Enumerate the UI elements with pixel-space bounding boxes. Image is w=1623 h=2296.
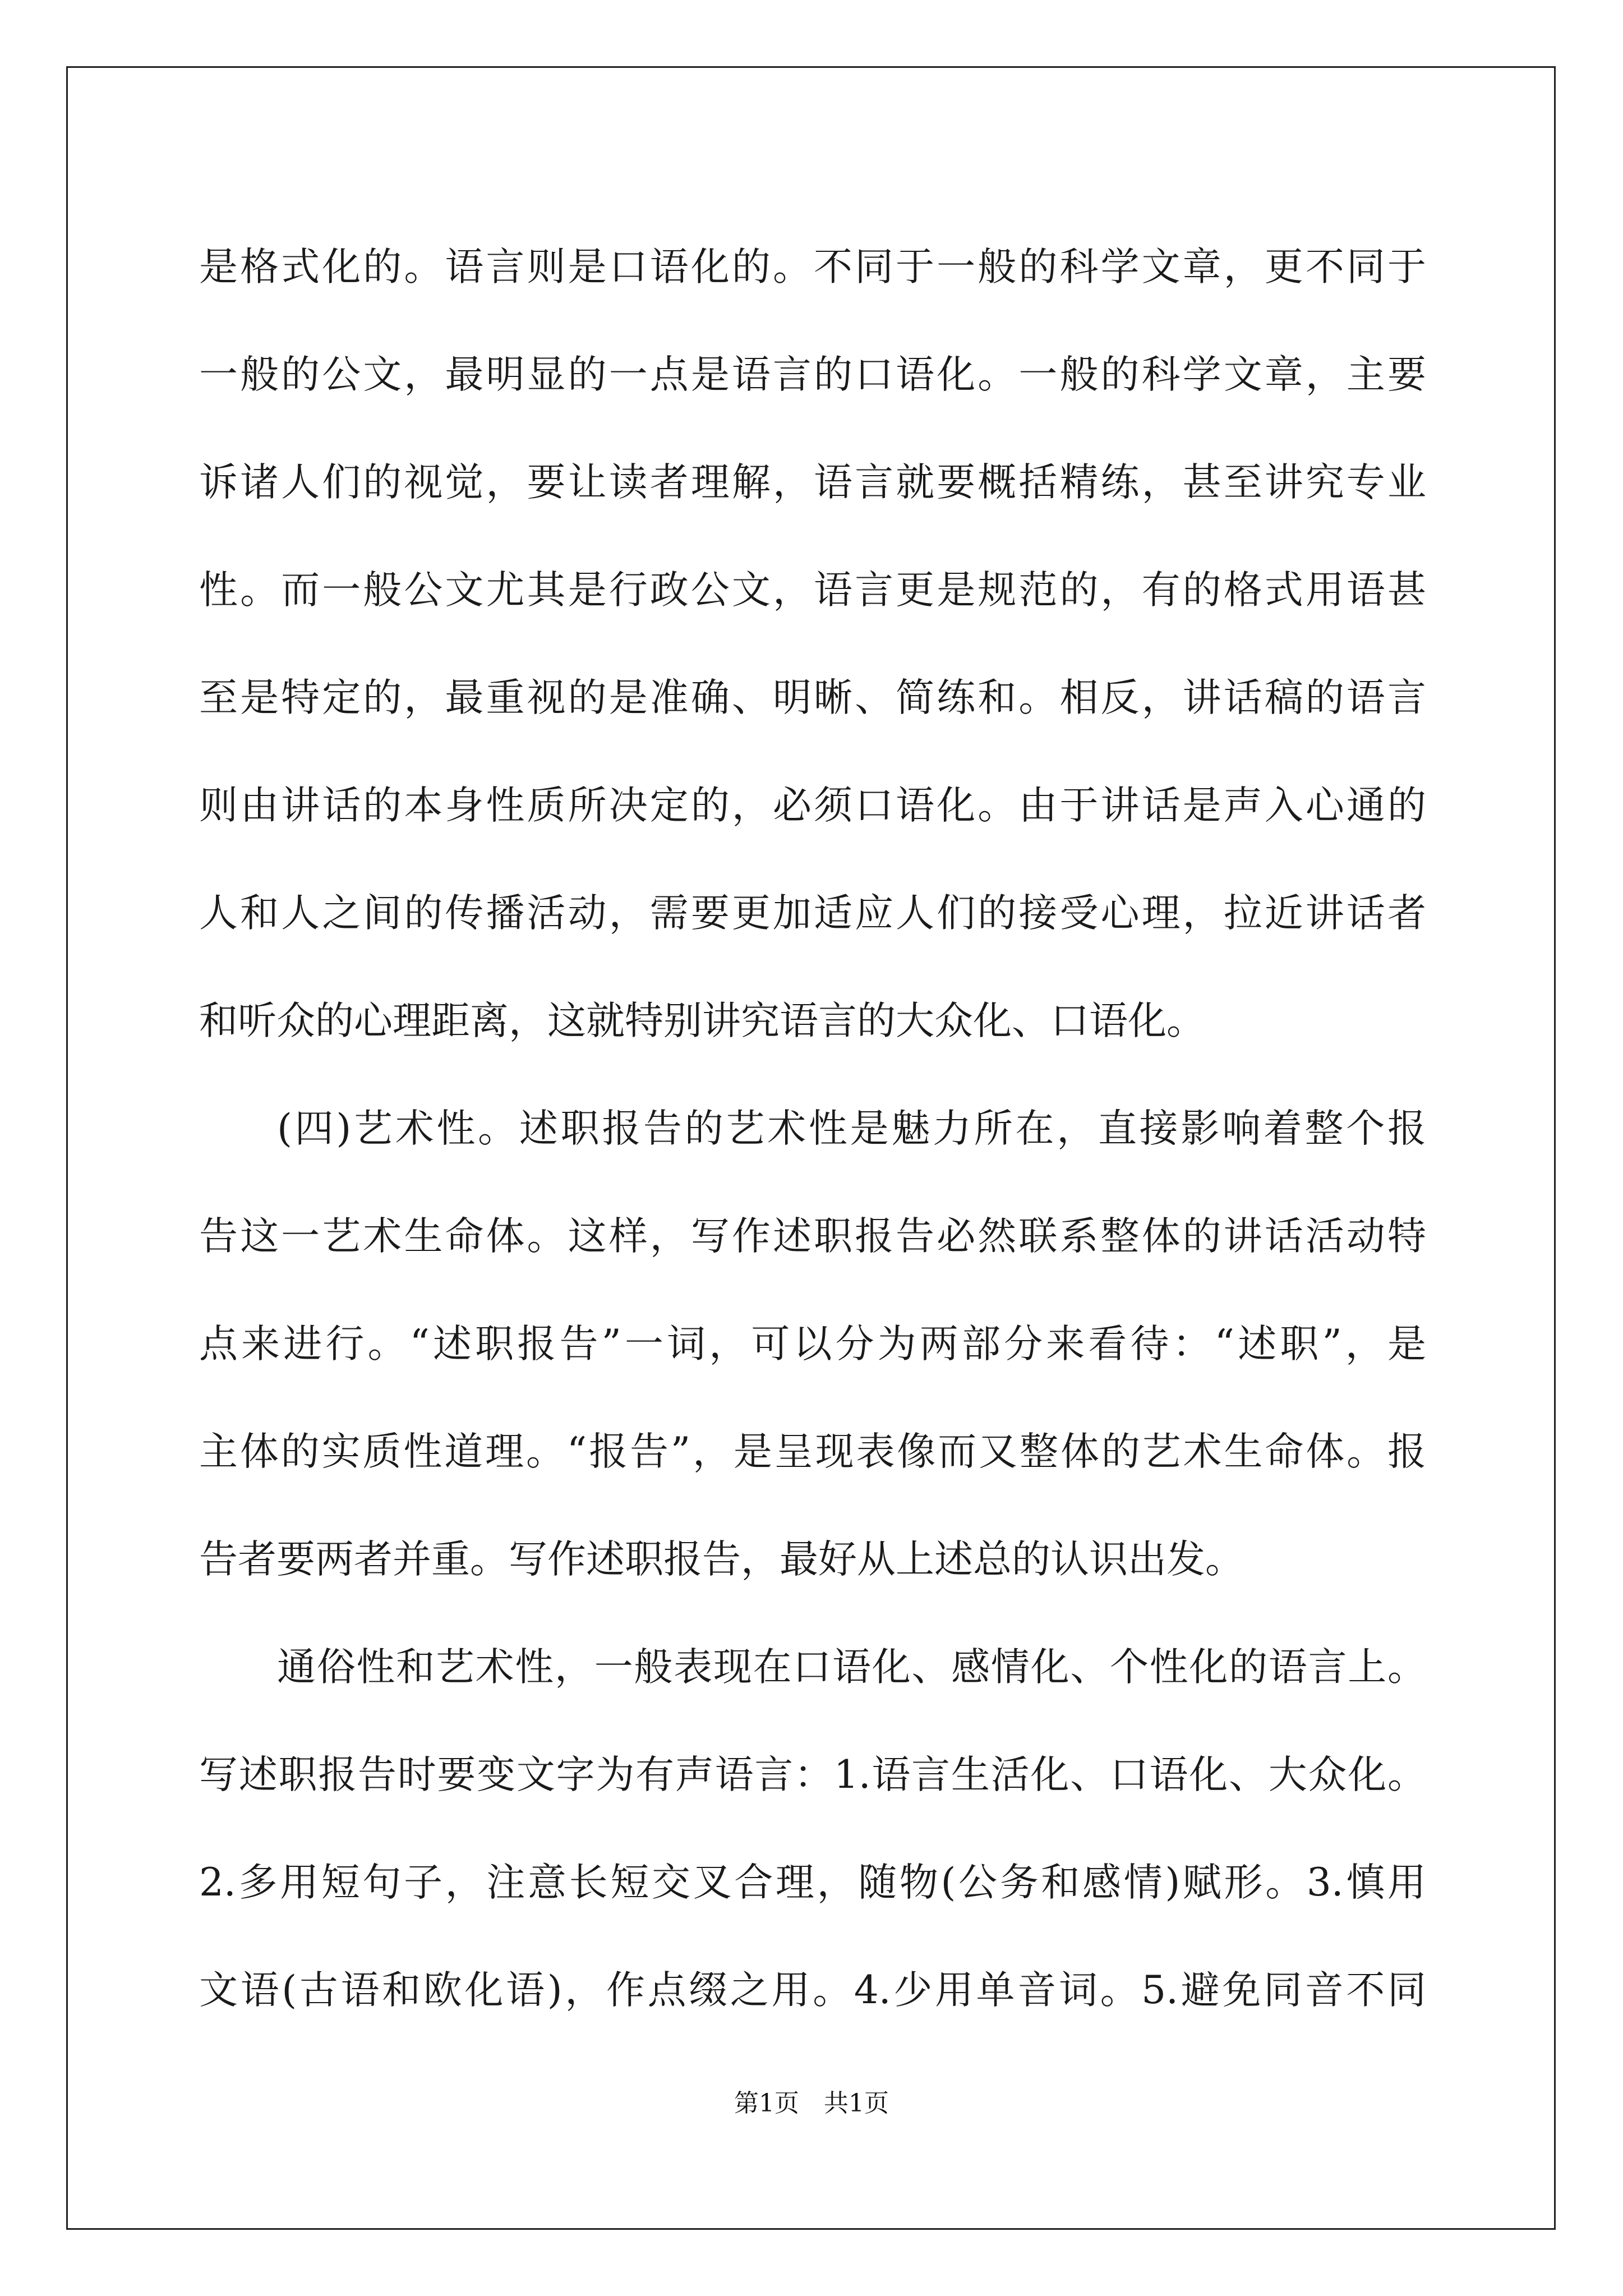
text-line: 主体的实质性道理。“报告”，是呈现表像而又整体的艺术生命体。报 [199,1429,1426,1474]
page-footer [0,2087,1623,2120]
text-line: 则由讲话的本身性质所决定的，必须口语化。由于讲话是声入心通的 [199,783,1426,828]
text-line: 告者要两者并重。写作述职报告，最好从上述总的认识出发。 [199,1537,1244,1582]
text-line: 是格式化的。语言则是口语化的。不同于一般的科学文章，更不同于 [199,245,1426,289]
text-line: 文语(古语和欧化语)，作点缀之用。4.少用单音词。5.避免同音不同 [199,1968,1426,2013]
text-line: 人和人之间的传播活动，需要更加适应人们的接受心理，拉近讲话者 [199,891,1426,936]
text-line: 和听众的心理距离，这就特别讲究语言的大众化、口语化。 [199,999,1205,1043]
text-line: 诉诸人们的视觉，要让读者理解，语言就要概括精练，甚至讲究专业 [199,460,1426,505]
document-body [199,213,1426,2044]
text-line: 点来进行。“述职报告”一词，可以分为两部分来看待：“述职”，是 [199,1322,1426,1366]
text-line: 至是特定的，最重视的是准确、明晰、简练和。相反，讲话稿的语言 [199,675,1426,720]
page-indicator: 第1页 共1页 [734,2089,889,2118]
text-line: 一般的公文，最明显的一点是语言的口语化。一般的科学文章，主要 [199,352,1426,397]
text-line: (四)艺术性。述职报告的艺术性是魅力所在，直接影响着整个报 [277,1106,1426,1151]
text-line: 性。而一般公文尤其是行政公文，语言更是规范的，有的格式用语甚 [199,568,1426,613]
text-line: 通俗性和艺术性，一般表现在口语化、感情化、个性化的语言上。 [277,1645,1426,1690]
text-line: 写述职报告时要变文字为有声语言：1.语言生活化、口语化、大众化。 [199,1752,1426,1797]
text-line: 2.多用短句子，注意长短交叉合理，随物(公务和感情)赋形。3.慎用 [199,1860,1426,1905]
text-line: 告这一艺术生命体。这样，写作述职报告必然联系整体的讲话活动特 [199,1214,1426,1259]
